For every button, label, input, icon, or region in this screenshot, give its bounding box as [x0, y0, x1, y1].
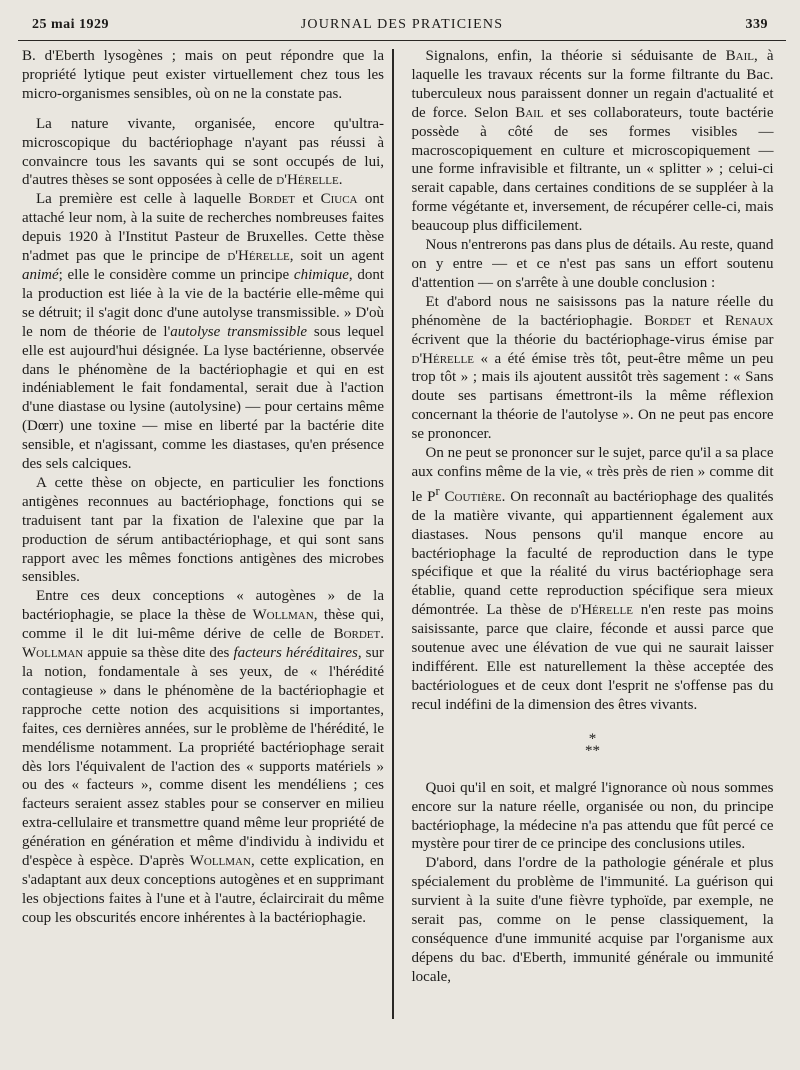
issue-date: 25 mai 1929: [32, 17, 110, 32]
running-head: [18, 14, 786, 41]
emphasis: chimique: [293, 266, 349, 283]
author-name: Wollman: [252, 607, 314, 624]
author-name: Bordet: [248, 191, 296, 208]
paragraph: La première est celle à laquelle Bordet et Ciuca ont attaché leur nom, à la suite de recherches nombreuses faites depuis 1920 à l'Institut Pasteur de Bruxelles. Cette thèse n'admet pas que le principe de d'Hérelle, soit un agent animé; elle le considère comme un principe chimique, dont la production est liée à la vie de la bactérie elle-même qui se détruit; il s'agit donc d'une autolyse transmissible. » D'où le nom de théorie de l'autolyse transmissible sous lequel elle est aujourd'hui désignée. La lyse bactérienne, observée dans le phénomène de la bactériophagie et qui en est indéniablement le fait fondamental, serait due à l'action d'une diastase ou lysine (autolysine) — pour certains même (Dœrr) une toxine — mise en liberté par la bactérie dite sensible, et n'agissant, comme les diastases, qu'en présence des sels calciques.: [22, 191, 385, 473]
paragraph: A cette thèse on objecte, en particulier les fonctions antigènes reconnues au bactériophage, fonctions qui se traduisent tant par la fixation de l'alexine que par la production de sérum antibactériophage, et qui sont sans rapport avec les mêmes fonctions antigènes des microbes sensibles.: [22, 474, 384, 586]
asterism-separator: * **: [585, 730, 600, 759]
paragraph: Nous n'entrerons pas dans plus de détails. Au reste, quand on y entre — et ce n'est pas sans un effort soutenu d'attention — on s'arrête à une double conclusion :: [411, 237, 774, 291]
author-name: Bail: [515, 104, 544, 121]
emphasis: facteurs héréditaires: [233, 645, 358, 662]
paragraph: La nature vivante, organisée, encore qu'ultra-microscopique du bactériophage n'ayant pas réussi à convaincre tous les savants qui se sont occupés de lui, d'autres thèses se sont opposées à celle de d'Hérelle.: [22, 115, 384, 189]
author-name: d'Hérelle: [227, 248, 290, 265]
author-name: d'Hérelle: [276, 172, 339, 189]
paragraph: Signalons, enfin, la théorie si séduisante de Bail, à laquelle les travaux récents sur la forme filtrante du Bac. tuberculeux nous paraissent donner un regain d'actualité et de force. Selon Bail et ses collaborateurs, toute bactérie possède à côté de ses formes visibles — macroscopiquement en culture et microscopiquement — une forme infravisible et filtrante, un « splitter » ; celui-ci serait capable, dans certaines conditions de se suppléer à la forme végétante et, inversement, de récupérer celle-ci, mais beaucoup plus difficilement.: [411, 48, 774, 235]
two-column-body: [18, 47, 786, 1019]
paragraph: Entre ces deux conceptions « autogènes » de la bactériophagie, se place la thèse de Wollman, thèse qui, comme il le dit lui-même dérive de celle de Bordet. Wollman appuie sa thèse dite des facteurs héréditaires, sur la notion, fondamentale à ses yeux, de « l'hérédité contagieuse » dans le phénomène de la bactériophagie et rapproche cette notion des acquisitions si importantes, faites, ces dernières années, sur le problème de l'hérédité, le mendélisme notamment. La propriété bactériophage serait dès lors l'équivalent de l'action des « supports matériels » ou des « facteurs », comme disent les mendéliens ; ces facteurs seraient assez stables pour se conserver en milieu extra-cellulaire et transmettre quand même leur propriété de génération en génération et même d'individu à individu et d'espèce à espèce. D'après Wollman, cette explication, en s'adaptant aux deux conceptions autogènes et en supprimant les objections faites à l'une et à l'autre, éclaircirait du même coup les obscurités encore inhérentes à la bactériophagie.: [22, 588, 385, 926]
author-name: Bail: [725, 48, 754, 64]
page-number: 339: [745, 17, 768, 32]
author-name: Bordet: [644, 312, 691, 329]
paragraph: On ne peut se prononcer sur le sujet, parce qu'il a sa place aux confins même de la vie, « très près de rien » comme dit le $P^r$ Coutière. On reconnaît au bactériophage des qualités de la matière vivante, qui appartiennent également aux diastases. Nous pensons qu'il manque encore au bactériophage la faculté de reproduction dans le type spécifique et que la réalité du virus bactériophage sera établie, quand cette reproduction spécifique sera mieux démontrée. La thèse de d'Hérelle n'en reste pas moins saisissante, parce que claire, féconde et aussi parce que soutenue avec une élévation de vue qui ne saurait laisser indifférent. Elle est naturellement la thèse acceptée des bactériologues et de ceux dont l'esprit ne s'offense pas du recul indéfini de la dimension des êtres vivants.: [411, 445, 774, 713]
author-name: d'Hérelle: [570, 602, 633, 619]
author-name: d'Hérelle: [411, 350, 474, 367]
emphasis: animé: [22, 266, 59, 283]
superscript: r: [435, 483, 440, 498]
author-name: Bordet: [333, 626, 381, 643]
paragraph: Quoi qu'il en soit, et malgré l'ignorance où nous sommes encore sur la nature réelle, organisée ou non, du principe bactériophage, la médecine n'a pas attendu que fût percé ce mystère pour tirer de ce principe des conclusions utiles.: [411, 779, 774, 853]
paragraph: D'abord, dans l'ordre de la pathologie générale et plus spécialement du problème de l'immunité. La guérison qui survient à la suite d'une fièvre typhoïde, par exemple, ne serait pas, comme on le pense classiquement, la conséquence d'une immunité acquise par l'organisme aux dépens du bac. d'Eberth, immunité générale ou immunité locale,: [411, 855, 774, 985]
author-name: Ciuca: [320, 191, 358, 208]
paragraph: Et d'abord nous ne saisissons pas la nature réelle du phénomène de la bactériophagie. Bordet et Renaux écrivent que la théorie du bactériophage-virus émise par d'Hérelle « a été émise très tôt, peut-être même un peu trop tôt » ; mais ils ajoutent aussitôt très sagement : « Sans doute ses partisans émettront-ils la même réflexion concernant la théorie de l'autolyse ». On ne peut pas encore se prononcer.: [411, 293, 774, 443]
left-column: [22, 47, 392, 1019]
author-name: Wollman: [189, 853, 251, 870]
author-name: Coutière: [444, 488, 502, 505]
emphasis: autolyse transmissible: [170, 323, 308, 340]
journal-title: JOURNAL DES PRATICIENS: [300, 17, 504, 32]
right-column: [412, 47, 774, 1019]
author-name: Renaux: [725, 312, 774, 329]
paragraph: B. d'Eberth lysogènes ; mais on peut répondre que la propriété lytique peut exister virtuellement chez tous les micro-organismes sensibles, où on ne la constate pas.: [22, 48, 384, 102]
column-rule: [392, 49, 394, 1019]
author-name: Wollman: [22, 645, 84, 662]
